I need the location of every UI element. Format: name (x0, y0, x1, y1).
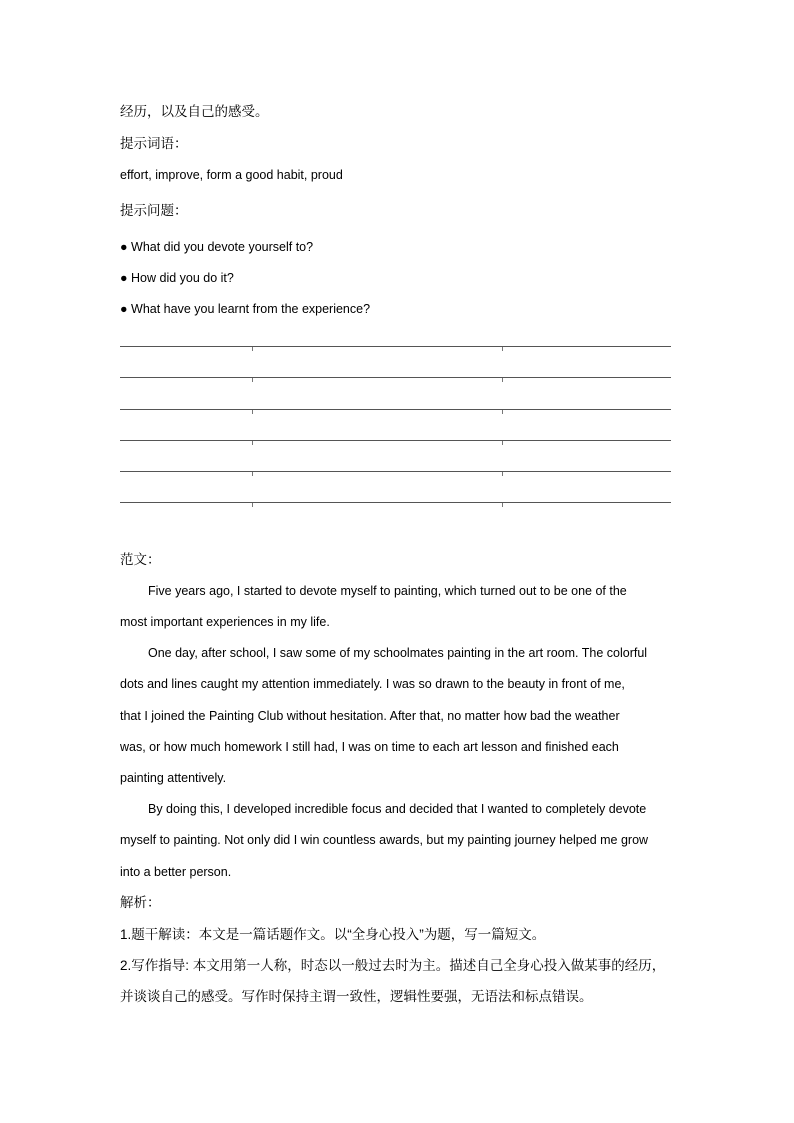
hint-words-label: 提示词语： (120, 136, 188, 151)
writing-line (120, 440, 671, 441)
sample-line: was, or how much homework I still had, I was on time to each art lesson and finished each (120, 740, 619, 754)
sample-line: painting attentively. (120, 771, 227, 785)
analysis-line: 1.题干解读：本文是一篇话题作文。以“全身心投入”为题，写一篇短文。 (120, 927, 546, 942)
analysis-label: 解析： (120, 895, 161, 910)
writing-line (120, 502, 671, 503)
question-item: ● How did you do it? (120, 271, 234, 285)
intro-continuation: 经历，以及自己的感受。 (120, 104, 269, 119)
writing-line (120, 346, 671, 347)
sample-line: dots and lines caught my attention immediately. I was so drawn to the beauty in front of me, (120, 677, 625, 691)
sample-line: One day, after school, I saw some of my schoolmates painting in the art room. The colorful (148, 646, 648, 660)
question-item: ● What did you devote yourself to? (120, 240, 314, 254)
sample-line: most important experiences in my life. (120, 615, 330, 629)
writing-line (120, 409, 671, 410)
writing-line (120, 377, 671, 378)
sample-label: 范文： (120, 552, 161, 567)
sample-line: that I joined the Painting Club without hesitation. After that, no matter how bad the weather (120, 709, 620, 723)
hint-words: effort, improve, form a good habit, proud (120, 168, 343, 182)
hint-questions-label: 提示问题： (120, 203, 188, 218)
writing-line (120, 471, 671, 472)
analysis-line: 并谈谈自己的感受。写作时保持主谓一致性，逻辑性要强，无语法和标点错误。 (120, 989, 593, 1004)
analysis-line: 2.写作指导: 本文用第一人称，时态以一般过去时为主。描述自己全身心投入做某事的经历， (120, 958, 666, 973)
sample-line: Five years ago, I started to devote myself to painting, which turned out to be one of the (148, 584, 627, 598)
question-item: ● What have you learnt from the experience? (120, 302, 371, 316)
sample-line: myself to painting. Not only did I win countless awards, but my painting journey helped me grow (120, 833, 649, 847)
sample-line: By doing this, I developed incredible focus and decided that I wanted to completely devote (148, 802, 647, 816)
sample-line: into a better person. (120, 865, 232, 879)
